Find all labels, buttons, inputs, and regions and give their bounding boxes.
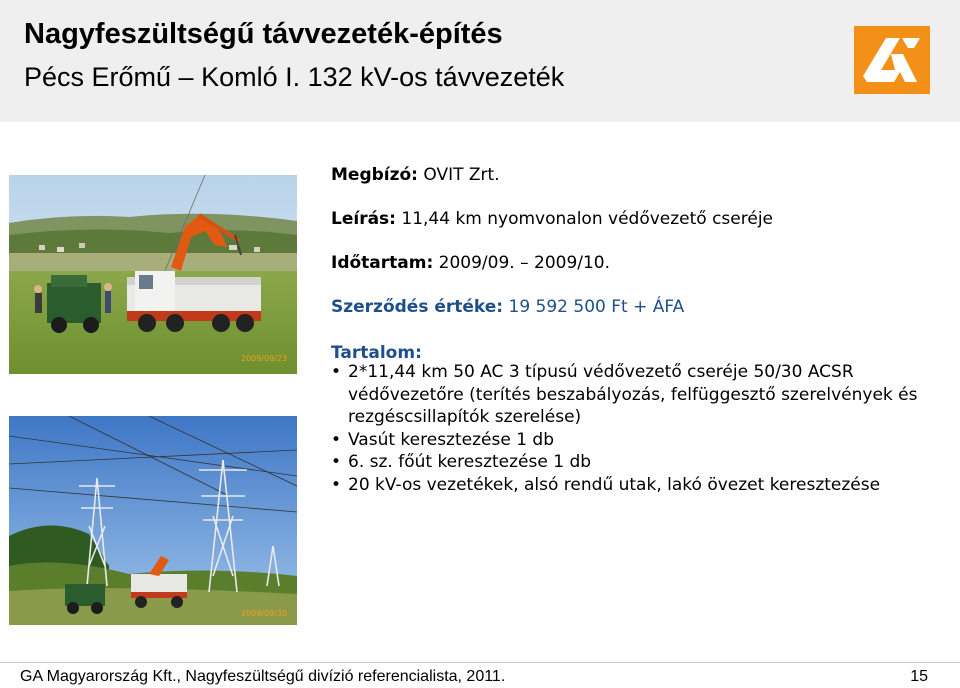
contents-list [331,361,960,496]
page-subtitle: Pécs Erőmű – Komló I. 132 kV-os távvezeték [24,62,565,92]
description-value: 11,44 km nyomvonalon védővezető cseréje [395,209,774,229]
footer-text: GA Magyarország Kft., Nagyfeszültségű divízió referencialista, 2011. [20,668,506,685]
duration-value: 2009/09. – 2009/10. [433,253,611,273]
client-line [331,164,500,186]
company-logo [854,26,930,94]
footer-divider [0,662,960,663]
page-number: 15 [910,668,928,685]
description-line [331,208,773,230]
duration-line [331,252,610,274]
photo2-date-stamp: 2009/09/30 [241,609,288,618]
project-photo-crane-truck [9,175,297,374]
contract-value-amount: 19 592 500 Ft + ÁFA [503,297,685,317]
header-band [0,0,960,122]
page-title: Nagyfeszültségű távvezeték-építés [24,18,503,50]
project-photo-transmission-towers [9,416,297,625]
contract-value-line [331,296,684,318]
list-item: • Vasút keresztezése 1 db [331,429,960,452]
duration-label: Időtartam: [331,253,434,273]
contract-value-label: Szerződés értéke: [331,297,504,317]
description-label: Leírás: [331,209,396,229]
photo1-date-stamp: 2009/09/23 [241,354,288,363]
list-item: • 6. sz. főút keresztezése 1 db [331,451,960,474]
client-value: OVIT Zrt. [417,165,500,185]
list-item: • 2*11,44 km 50 AC 3 típusú védővezető cseréje 50/30 ACSR védővezetőre (terítés beszabályozás, felfüggesztő szerelvények és rezgéscsillapítók szerelése) [331,361,960,429]
client-label: Megbízó: [331,165,418,185]
contents-heading: Tartalom: [331,343,422,363]
list-item: • 20 kV-os vezetékek, alsó rendű utak, lakó övezet keresztezése [331,474,960,497]
